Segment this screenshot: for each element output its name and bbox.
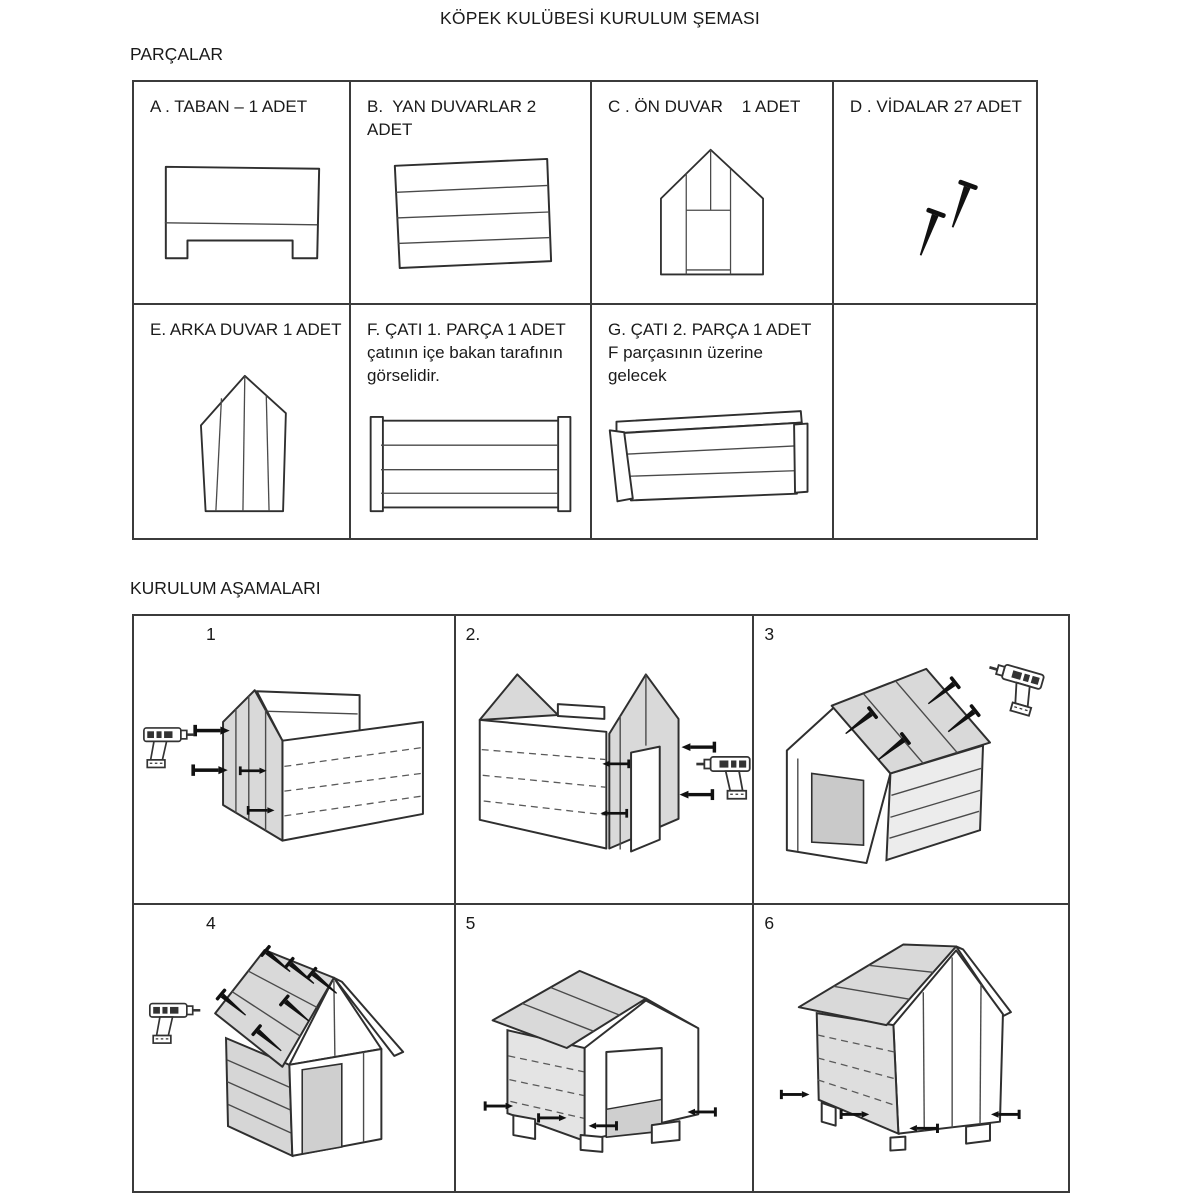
step-1-drawing [134,616,454,903]
screw-icon [679,789,714,800]
part-cell-a [134,82,351,305]
part-b-label: B. YAN DUVARLAR 2 ADET [367,97,540,139]
part-cell-f [351,305,592,538]
screw-icon [943,179,978,230]
step-cell-1 [134,616,456,905]
parts-table [132,80,1038,540]
step-number: 4 [206,912,216,933]
step-cell-2 [456,616,755,905]
drill-icon [144,728,194,768]
step-2-drawing [456,616,753,903]
step-cell-5 [456,905,755,1191]
part-f-description: çatının içe bakan tarafının görselidir. [367,342,563,385]
step-3-drawing [754,616,1068,903]
screw-icon [681,742,716,753]
part-cell-e [134,305,351,538]
step-6-drawing [754,905,1068,1191]
step-cell-6 [754,905,1068,1191]
steps-section-heading: KURULUM AŞAMALARI [130,578,321,598]
step-number: 3 [764,624,775,644]
part-cell-c [592,82,834,305]
drill-icon [980,660,1045,717]
part-d-label: D . VİDALAR 27 ADET [849,97,1022,116]
part-cell-d [834,82,1036,305]
part-cell-empty [834,305,1036,538]
step-number: 5 [465,912,476,933]
part-e-label: E. ARKA DUVAR 1 ADET [150,320,342,340]
step-cell-4 [134,905,456,1191]
page-title: KÖPEK KULÜBESİ KURULUM ŞEMASI [440,8,760,28]
parts-section-heading: PARÇALAR [130,44,224,64]
part-f-label: F. ÇATI 1. PARÇA 1 ADET [367,320,566,340]
screw-icon [780,1090,810,1099]
part-g-description: F parçasının üzerine gelecek [607,342,763,385]
step-5-drawing [456,905,753,1191]
assembly-steps-grid [132,614,1070,1193]
part-cell-g [592,305,834,538]
step-4-drawing [134,905,454,1191]
screw-icon [911,207,946,258]
drill-icon [696,757,749,799]
part-g-label: G. ÇATI 2. PARÇA 1 ADET [607,320,812,340]
part-c-label: C . ÖN DUVAR 1 ADET [607,97,801,116]
drill-icon [150,1004,200,1044]
part-a-label: A . TABAN – 1 ADET [150,97,308,116]
step-number: 2. [465,624,481,644]
step-number: 1 [206,624,216,644]
step-cell-3 [754,616,1068,905]
part-cell-b [351,82,592,305]
step-number: 6 [764,912,775,933]
